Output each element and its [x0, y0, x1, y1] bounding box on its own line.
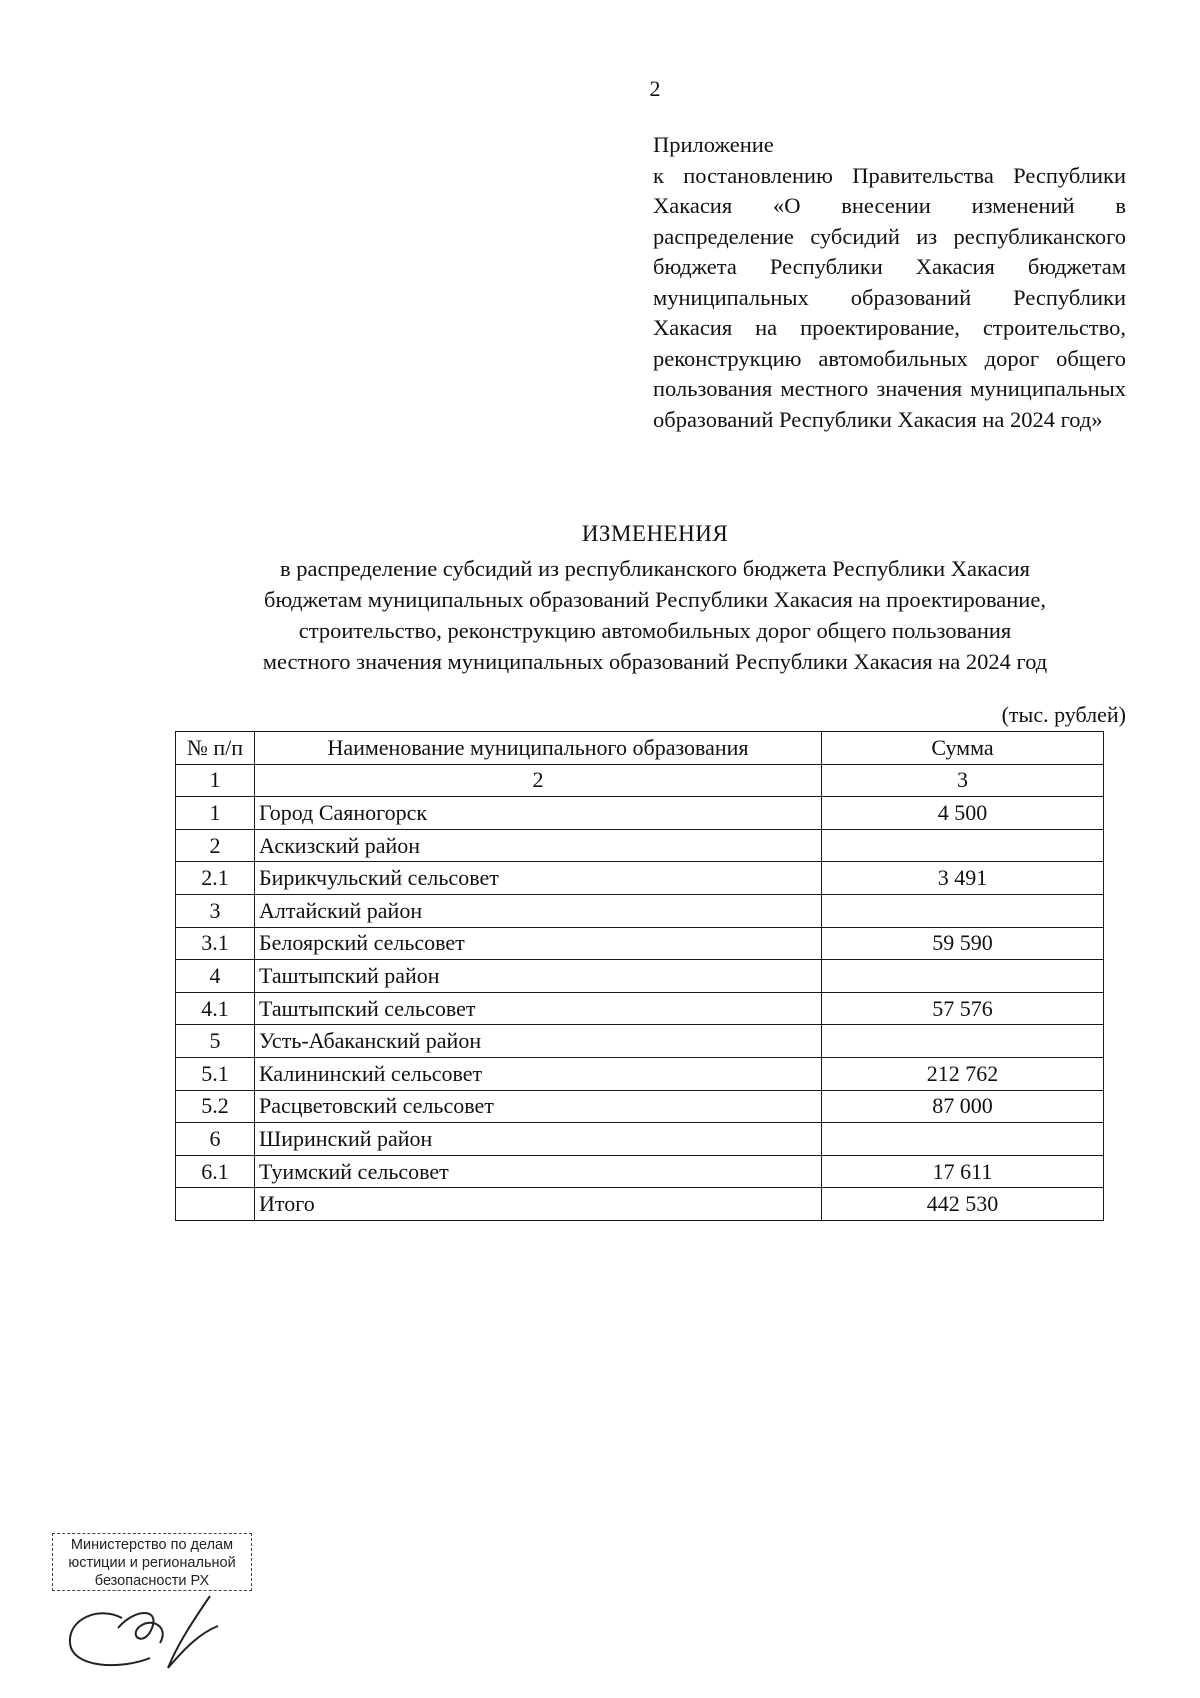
row-number: 4	[176, 960, 255, 993]
row-number: 5	[176, 1025, 255, 1058]
column-number: 3	[822, 764, 1104, 797]
row-number: 3	[176, 894, 255, 927]
table-row	[176, 992, 1104, 1025]
total-amount: 442 530	[822, 1188, 1104, 1221]
appendix-body: к постановлению Правительства Республики Хакасия «О внесении изменений в распределение субсидий из республиканского бюджета Республики Хакасия бюджетам муниципальных образований Республики Хакасия на проектирование, строительство, реконструкцию автомобильных дорог общего пользования местного значения муниципальных образований Республики Хакасия на 2024 год»	[653, 162, 1126, 432]
page-number: 2	[649, 76, 661, 101]
table-row	[176, 1025, 1104, 1058]
subsidy-amount	[822, 1025, 1104, 1058]
table-row	[176, 960, 1104, 993]
table-row	[176, 927, 1104, 960]
stamp-line: безопасности РХ	[94, 1573, 210, 1589]
row-number: 2	[176, 829, 255, 862]
municipality-name: Алтайский район	[255, 894, 822, 927]
row-number: 1	[176, 797, 255, 830]
municipality-name: Таштыпский район	[255, 960, 822, 993]
total-label: Итого	[255, 1188, 822, 1221]
row-number: 2.1	[176, 862, 255, 895]
subtitle-line: в распределение субсидий из республиканского бюджета Республики Хакасия	[280, 556, 1030, 581]
municipality-name: Расцветовский сельсовет	[255, 1090, 822, 1123]
table-row	[176, 1123, 1104, 1156]
municipality-name: Усть-Абаканский район	[255, 1025, 822, 1058]
table-row	[176, 1090, 1104, 1123]
subtitle-line: бюджетам муниципальных образований Республики Хакасия на проектирование,	[264, 587, 1046, 612]
table-row	[176, 862, 1104, 895]
row-number: 3.1	[176, 927, 255, 960]
row-number: 5.2	[176, 1090, 255, 1123]
subsidy-amount: 17 611	[822, 1155, 1104, 1188]
stamp-line: юстиции и региональной	[68, 1555, 236, 1571]
appendix-heading: Приложение	[653, 132, 774, 157]
table-row	[176, 894, 1104, 927]
subtitle-line: строительство, реконструкцию автомобильных дорог общего пользования	[298, 618, 1012, 643]
document-title: ИЗМЕНЕНИЯ	[581, 521, 729, 546]
subsidy-amount: 59 590	[822, 927, 1104, 960]
subsidy-amount	[822, 1123, 1104, 1156]
header-name: Наименование муниципального образования	[255, 732, 822, 765]
subsidy-amount	[822, 894, 1104, 927]
subsidy-table	[175, 731, 1104, 1221]
column-number: 1	[176, 764, 255, 797]
table-row	[176, 1155, 1104, 1188]
table-row	[176, 797, 1104, 830]
municipality-name: Калининский сельсовет	[255, 1057, 822, 1090]
header-number: № п/п	[176, 732, 255, 765]
subsidy-amount: 57 576	[822, 992, 1104, 1025]
ministry-stamp	[52, 1533, 252, 1591]
total-number	[176, 1188, 255, 1221]
units-label: (тыс. рублей)	[1001, 702, 1126, 727]
appendix-block	[653, 130, 1126, 435]
subsidy-amount: 87 000	[822, 1090, 1104, 1123]
subsidy-amount: 212 762	[822, 1057, 1104, 1090]
column-number: 2	[255, 764, 822, 797]
table-row	[176, 829, 1104, 862]
document-subtitle	[175, 553, 1135, 677]
row-number: 4.1	[176, 992, 255, 1025]
municipality-name: Бирикчульский сельсовет	[255, 862, 822, 895]
subsidy-amount: 4 500	[822, 797, 1104, 830]
subsidy-amount	[822, 960, 1104, 993]
row-number: 6	[176, 1123, 255, 1156]
municipality-name: Белоярский сельсовет	[255, 927, 822, 960]
row-number: 5.1	[176, 1057, 255, 1090]
table-header-row	[176, 732, 1104, 765]
header-sum: Сумма	[822, 732, 1104, 765]
row-number: 6.1	[176, 1155, 255, 1188]
total-row	[176, 1188, 1104, 1221]
municipality-name: Ширинский район	[255, 1123, 822, 1156]
table-body	[176, 797, 1104, 1221]
table-row	[176, 1057, 1104, 1090]
municipality-name: Аскизский район	[255, 829, 822, 862]
handwritten-signature	[60, 1588, 260, 1678]
subsidy-amount: 3 491	[822, 862, 1104, 895]
subsidy-amount	[822, 829, 1104, 862]
subtitle-line: местного значения муниципальных образований Республики Хакасия на 2024 год	[262, 649, 1048, 674]
municipality-name: Таштыпский сельсовет	[255, 992, 822, 1025]
municipality-name: Туимский сельсовет	[255, 1155, 822, 1188]
column-number-row	[176, 764, 1104, 797]
municipality-name: Город Саяногорск	[255, 797, 822, 830]
stamp-line: Министерство по делам	[70, 1537, 234, 1553]
